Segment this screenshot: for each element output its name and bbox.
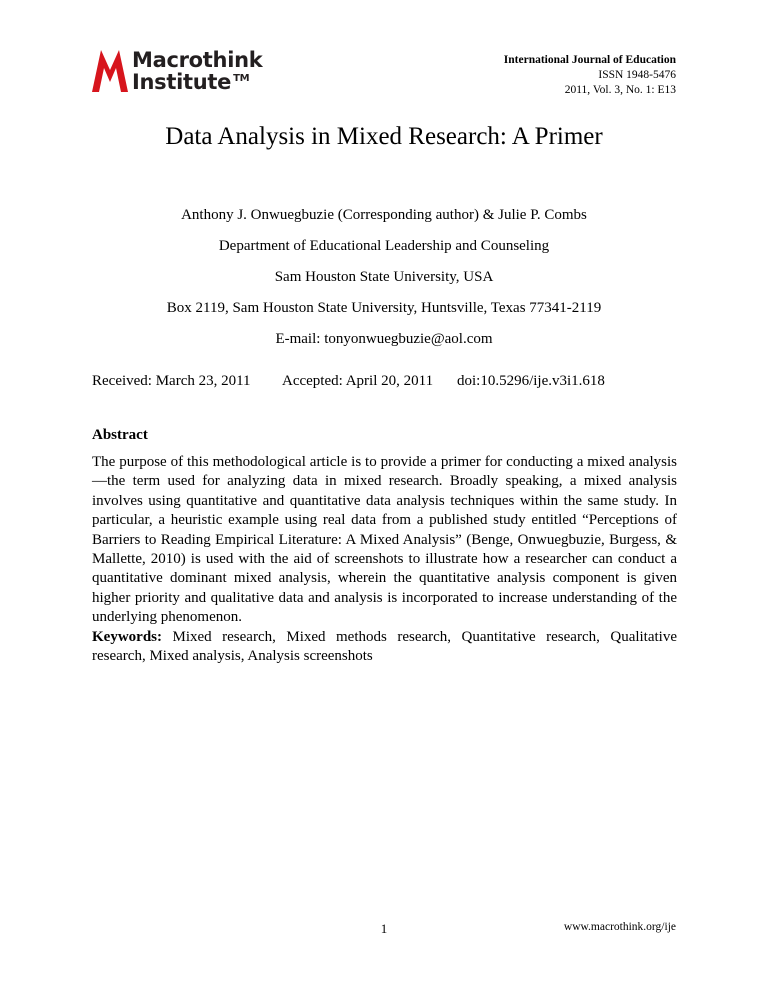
- abstract-heading: Abstract: [92, 427, 148, 443]
- footer-url[interactable]: www.macrothink.org/ije: [563, 921, 676, 933]
- journal-info: [504, 53, 676, 98]
- paper-title: Data Analysis in Mixed Research: A Primer: [165, 123, 603, 150]
- postal-address: Box 2119, Sam Houston State University, Huntsville, Texas 77341-2119: [166, 300, 602, 316]
- doi[interactable]: doi:10.5296/ije.v3i1.618: [457, 373, 605, 389]
- keywords: [92, 628, 677, 667]
- keywords-label: Keywords:: [92, 629, 162, 645]
- accepted-date: Accepted: April 20, 2011: [282, 373, 434, 389]
- journal-name: International Journal of Education: [503, 54, 676, 66]
- department: Department of Educational Leadership and Counseling: [218, 238, 550, 254]
- received-date: Received: March 23, 2011: [92, 373, 251, 389]
- email[interactable]: E-mail: tonyonwuegbuzie@aol.com: [275, 331, 493, 347]
- journal-volume: 2011, Vol. 3, No. 1: E13: [564, 84, 676, 96]
- logo-trademark: TM: [233, 73, 250, 84]
- logo-line2-text: Institute: [132, 70, 232, 94]
- logo-line1: Macrothink: [132, 48, 263, 72]
- keywords-text: Mixed research, Mixed methods research, Quantitative research, Qualitative research, Mixed analysis, Analysis screenshots: [92, 629, 677, 665]
- macrothink-m-icon: [92, 48, 128, 94]
- logo-line2: [132, 72, 249, 93]
- university: Sam Houston State University, USA: [274, 269, 494, 285]
- abstract-text: The purpose of this methodological article is to provide a primer for conducting a mixed analysis—the term used for analyzing data in mixed research. Broadly speaking, a mixed analysis involves using quantitative and quantitative data analysis techniques within the same study. In particular, a heuristic example using real data from a published study entitled “Perceptions of Barriers to Reading Empirical Literature: A Mixed Analysis” (Benge, Onwuegbuzie, Burgess, & Mallette, 2010) is used with the aid of screenshots to illustrate how a researcher can conduct a quantitative dominant mixed analysis, wherein the quantitative analysis component is given higher priority and qualitative data and analysis is incorporated to increase understanding of the underlying phenomenon.: [92, 454, 677, 626]
- page-number: 1: [380, 921, 388, 936]
- authors: Anthony J. Onwuegbuzie (Corresponding author) & Julie P. Combs: [181, 207, 587, 223]
- journal-issn: ISSN 1948-5476: [598, 69, 676, 81]
- macrothink-logo: [92, 48, 292, 94]
